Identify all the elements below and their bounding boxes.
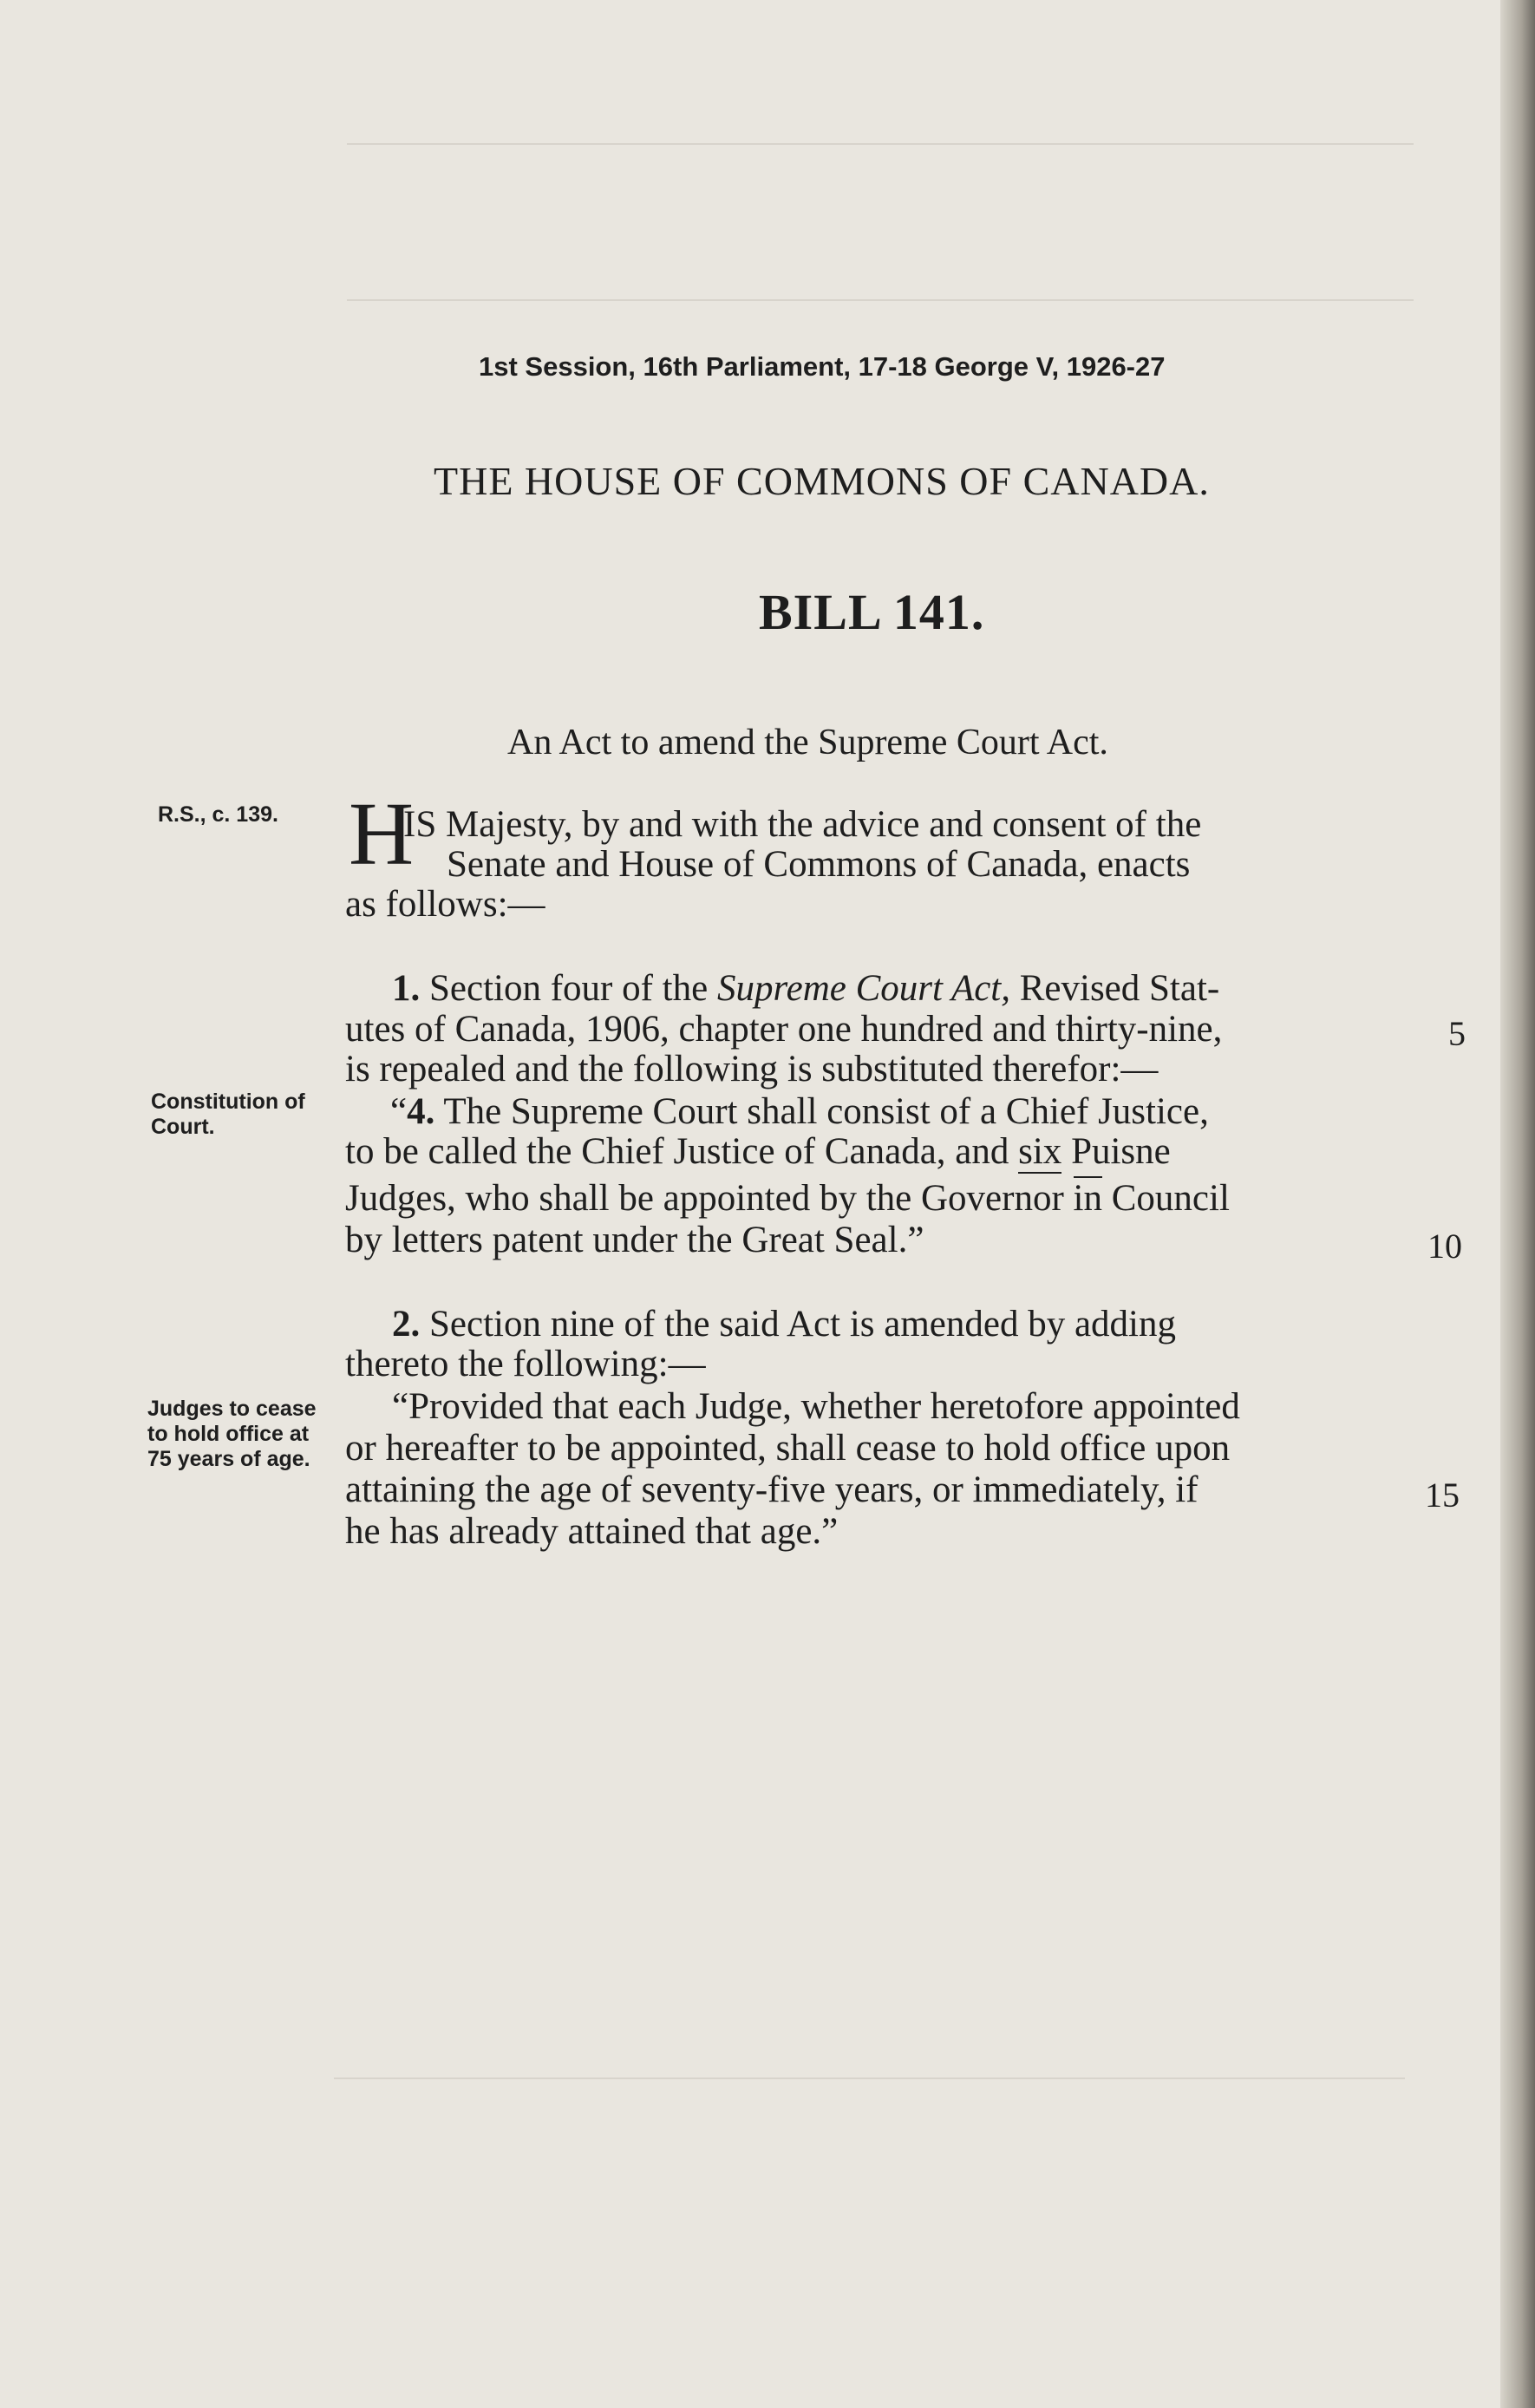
section-text: Judges, who shall be appointed by the Governor <box>345 1178 1064 1219</box>
line-number-5: 5 <box>1448 1014 1466 1053</box>
marginal-note-judges: Judges to cease to hold office at 75 years of age. <box>147 1397 317 1471</box>
section-text: Puisne <box>1071 1131 1171 1172</box>
section-2-line-4: or hereafter to be appointed, shall cease to hold office upon <box>345 1428 1231 1469</box>
drop-cap: H <box>349 784 415 884</box>
section-text: The Supreme Court shall consist of a Chief Justice, <box>443 1091 1209 1132</box>
section-2-line-6: he has already attained that age.” <box>345 1511 839 1552</box>
page-edge-shadow <box>1500 0 1535 2408</box>
section-text: Section four of the <box>429 968 709 1009</box>
section-1-line-5 <box>345 1130 1171 1173</box>
preamble-line-3: as follows:— <box>345 884 545 925</box>
section-text: to be called the Chief Justice of Canada, and <box>345 1131 1009 1172</box>
bill-number: BILL 141. <box>759 584 985 640</box>
house-title: THE HOUSE OF COMMONS OF CANADA. <box>434 459 1210 503</box>
act-name-italic: Supreme Court Act, <box>716 968 1010 1009</box>
section-text: Section nine of the said Act is amended by adding <box>429 1304 1177 1345</box>
session-line: 1st Session, 16th Parliament, 17-18 George V, 1926-27 <box>479 351 1166 382</box>
marginal-note-rs: R.S., c. 139. <box>158 802 278 827</box>
section-2-line-1 <box>392 1303 1176 1345</box>
act-title: An Act to amend the Supreme Court Act. <box>507 723 1108 762</box>
section-text: Revised Stat- <box>1019 968 1220 1009</box>
bleed-through-rule <box>334 2078 1405 2079</box>
section-2-line-5: attaining the age of seventy-five years, or immediately, if <box>345 1469 1199 1510</box>
underlined-word: six <box>1018 1131 1062 1172</box>
section-text: Council <box>1111 1178 1230 1219</box>
section-1-line-1 <box>392 967 1219 1010</box>
section-number: 1. <box>392 968 421 1009</box>
inner-section-number: 4. <box>407 1091 435 1132</box>
section-2-line-2: thereto the following:— <box>345 1344 706 1384</box>
section-1-line-7: by letters patent under the Great Seal.” <box>345 1220 924 1260</box>
preamble-text: IS Majesty, by and with the advice and consent of the <box>403 804 1202 845</box>
marginal-note-constitution: Constitution of Court. <box>151 1089 305 1139</box>
preamble-line-1 <box>403 803 1414 846</box>
line-number-15: 15 <box>1425 1476 1460 1515</box>
overlined-word: in <box>1073 1178 1102 1219</box>
preamble-line-2: Senate and House of Commons of Canada, enacts <box>447 844 1191 885</box>
bleed-through-rule <box>347 299 1414 301</box>
section-number: 2. <box>392 1304 421 1345</box>
section-1-line-2: utes of Canada, 1906, chapter one hundred and thirty-nine, <box>345 1009 1223 1050</box>
section-1-line-4 <box>390 1090 1209 1133</box>
bleed-through-rule <box>347 143 1414 145</box>
section-2-line-3: “Provided that each Judge, whether heretofore appointed <box>392 1386 1240 1427</box>
section-1-line-6 <box>345 1177 1230 1220</box>
section-1-line-3: is repealed and the following is substituted therefor:— <box>345 1049 1159 1089</box>
line-number-10: 10 <box>1427 1227 1462 1266</box>
quote-mark: “ <box>390 1091 408 1132</box>
